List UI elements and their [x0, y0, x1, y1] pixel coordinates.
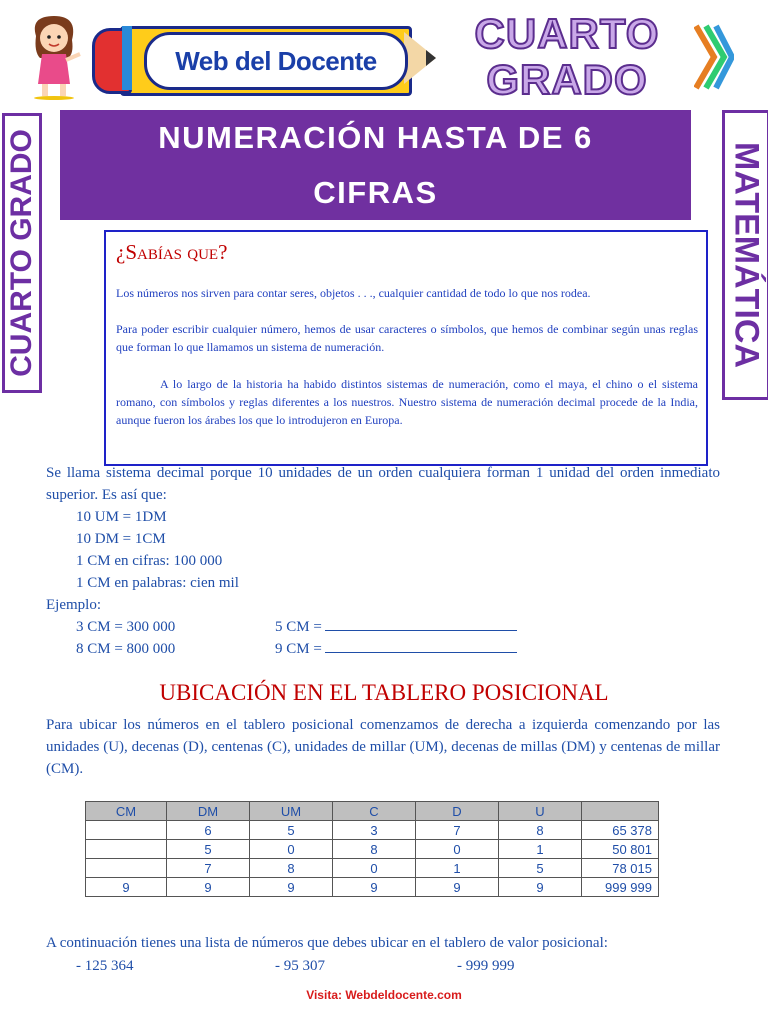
table-cell: 8 — [499, 821, 582, 840]
equivalence-2: 10 DM = 1CM — [76, 531, 166, 547]
table-cell: 5 — [250, 821, 333, 840]
table-cell: 6 — [167, 821, 250, 840]
page-title-band — [60, 110, 691, 220]
table-cell — [86, 840, 167, 859]
table-cell: 0 — [250, 840, 333, 859]
tablero-intro: Para ubicar los números en el tablero posicional comenzamos de derecha a izquierda comenzando por las unidades (U), decenas (D), centenas (C), unidades de millar (UM), decenas de millas (DM) y centenas de millar (CM). — [46, 717, 720, 777]
example-label: Ejemplo: — [46, 597, 101, 613]
column-header: UM — [250, 802, 333, 821]
equivalence-3: 1 CM en cifras: 100 000 — [76, 553, 223, 569]
column-header: D — [416, 802, 499, 821]
table-row — [86, 821, 659, 840]
side-label-grade: CUARTO GRADO — [2, 113, 42, 393]
info-paragraph-3: A lo largo de la historia ha habido distintos sistemas de numeración, como el maya, el chino o el sistema romano, con símbolos y reglas diferentes a los nuestros. Nuestro sistema de numeración decimal procede de la India, aunque fueron los árabes los que lo introdujeron en Europa. — [116, 377, 698, 427]
table-cell: 8 — [250, 859, 333, 878]
column-header: CM — [86, 802, 167, 821]
table-cell: 0 — [333, 859, 416, 878]
table-cell-number: 50 801 — [582, 840, 659, 859]
column-header: U — [499, 802, 582, 821]
grade-line-2: GRADO — [486, 56, 648, 103]
info-box — [104, 230, 708, 466]
answer-blank-line — [325, 638, 517, 653]
grade-badge — [442, 8, 732, 106]
table-cell: 1 — [416, 859, 499, 878]
equivalence-4: 1 CM en palabras: cien mil — [76, 575, 239, 591]
table-row — [86, 859, 659, 878]
equivalence-1: 10 UM = 1DM — [76, 509, 167, 525]
decimal-intro: Se llama sistema decimal porque 10 unidades de un orden cualquiera forman 1 unidad del orden inmediato superior. Es así que: — [46, 465, 720, 503]
example-1-answered: 3 CM = 300 000 — [76, 619, 176, 635]
table-cell: 1 — [499, 840, 582, 859]
exercise-number-1: - 125 364 — [76, 958, 134, 974]
table-cell-number: 999 999 — [582, 878, 659, 897]
place-value-table — [85, 801, 659, 897]
table-cell: 9 — [416, 878, 499, 897]
info-heading: ¿Sabías que? — [116, 240, 228, 264]
table-cell: 3 — [333, 821, 416, 840]
side-label-subject: MATEMÁTICA — [722, 110, 768, 400]
section-heading: UBICACIÓN EN EL TABLERO POSICIONAL — [159, 680, 609, 705]
logo-text: Web del Docente — [144, 32, 408, 90]
table-cell: 5 — [499, 859, 582, 878]
example-2-blank: 9 CM = — [275, 638, 517, 660]
column-header: C — [333, 802, 416, 821]
site-logo — [92, 20, 437, 96]
exercise-intro: A continuación tienes una lista de números que debes ubicar en el tablero de valor posicional: — [46, 935, 608, 951]
column-header — [582, 802, 659, 821]
table-cell: 9 — [250, 878, 333, 897]
exercise-number-3: - 999 999 — [457, 958, 515, 974]
table-cell: 0 — [416, 840, 499, 859]
example-1-blank: 5 CM = — [275, 616, 517, 638]
footer-link[interactable]: Visita: Webdeldocente.com — [306, 988, 462, 1002]
example-2-answered: 8 CM = 800 000 — [76, 641, 176, 657]
grade-line-1: CUARTO — [474, 10, 660, 57]
table-cell: 5 — [167, 840, 250, 859]
chevron-right-icon — [694, 22, 734, 92]
table-cell: 7 — [167, 859, 250, 878]
answer-blank-line — [325, 616, 517, 631]
info-paragraph-1: Los números nos sirven para contar seres, objetos . . ., cualquier cantidad de todo lo que nos rodea. — [116, 286, 591, 300]
table-row — [86, 878, 659, 897]
table-cell: 9 — [86, 878, 167, 897]
column-header: DM — [167, 802, 250, 821]
table-cell: 9 — [333, 878, 416, 897]
table-cell — [86, 859, 167, 878]
table-cell — [86, 821, 167, 840]
page-title: NUMERACIÓN HASTA DE 6 CIFRAS — [158, 120, 593, 210]
info-paragraph-2: Para poder escribir cualquier número, hemos de usar caracteres o símbolos, que hemos de combinar según unas reglas que forman lo que llamamos un sistema de numeración. — [116, 322, 698, 354]
table-cell: 9 — [167, 878, 250, 897]
table-cell: 8 — [333, 840, 416, 859]
table-cell-number: 65 378 — [582, 821, 659, 840]
table-header-row — [86, 802, 659, 821]
teacher-cartoon-icon — [24, 14, 84, 100]
table-cell: 7 — [416, 821, 499, 840]
table-cell: 9 — [499, 878, 582, 897]
table-cell-number: 78 015 — [582, 859, 659, 878]
table-row — [86, 840, 659, 859]
exercise-number-2: - 95 307 — [275, 958, 325, 974]
